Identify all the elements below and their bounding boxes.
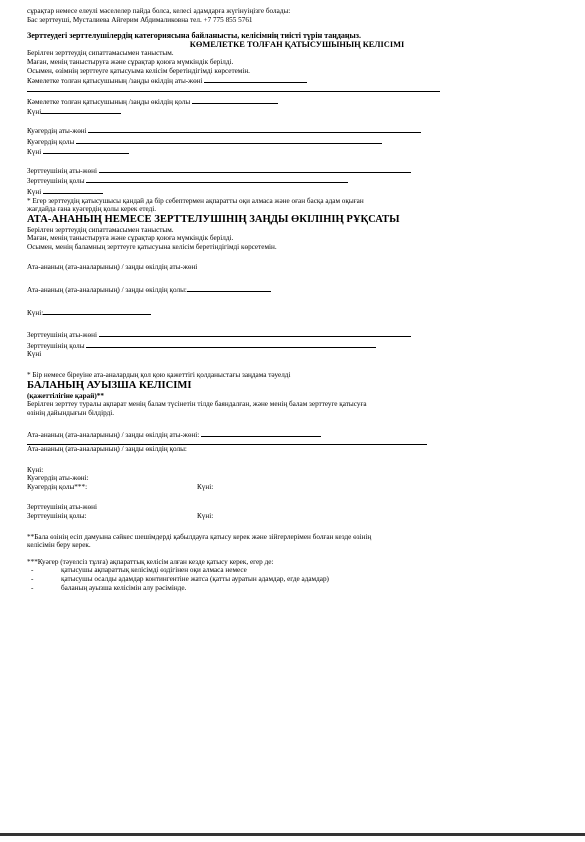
adult-date-field[interactable] <box>41 106 121 114</box>
researcher-name-label: Зерттеушінің аты-жөні <box>27 166 97 175</box>
researcher-sign-field[interactable] <box>86 175 348 183</box>
adult-name-label: Кәмелетке толған қатысушының /заңды өкілдің аты-жөні <box>27 77 203 86</box>
footnote-2-line-1: **Бала өзінің есіп дамуына сәйкес шешімдерді қабылдауға қатысу керек және зійгерлерімен болған кезде өзінің <box>27 532 372 541</box>
witness-note-line-1: * Егер зерттеудің қатысушысы қандай да бір себептермен ақпаратты оқи алмаса және оған басқа адам оқыған <box>27 196 364 205</box>
child-parent-name-label: Ата-ананың (ата-аналарының) / заңды өкілдің аты-жөні: <box>27 431 200 440</box>
child-paragraph-2: өзінің дайындығын білдірді. <box>27 408 115 417</box>
witness-note-line-2: жағдайда ғана куәгердің қолы керек етеді. <box>27 205 157 214</box>
intro-line-1: сұрақтар немесе елеулі мәселелер пайда болса, келесі адамдарға жүгінуіңізге болады: <box>27 7 291 15</box>
researcher-name-field[interactable] <box>99 165 411 173</box>
parent-researcher-sign-field[interactable] <box>86 340 376 348</box>
child-witness-name-label: Куәгердің аты-жөні: <box>27 474 89 483</box>
witness-name-field[interactable] <box>88 125 421 133</box>
parent-date-label: Күні: <box>27 308 44 317</box>
adult-consent-title: КӨМЕЛЕТКЕ ТОЛҒАН ҚАТЫСУШЫНЫҢ КЕЛІСІМІ <box>189 39 405 49</box>
witness-name-label: Куәгердің аты-жөні <box>27 126 87 135</box>
researcher-date-field[interactable] <box>43 186 103 194</box>
witness-sign-label: Куәгердің қолы <box>27 137 75 146</box>
parent-paragraph-1: Берілген зерттеудің сипаттамасымен таныстым. <box>27 225 174 234</box>
consent-form-page <box>27 7 567 592</box>
child-researcher-name-label: Зерттеушінің аты-жөні <box>27 503 97 512</box>
parent-paragraph-3: Осымен, менің баламның зерттеуге қатысуына келісім беретіндігімді көрсетемін. <box>27 242 277 251</box>
adult-sign-field[interactable] <box>192 96 278 104</box>
parent-name-label: Ата-ананың (ата-аналарының) / заңды өкілдің аты-жөні <box>27 263 198 272</box>
footnote-3-item: - қатысушы осалды адамдар контингентіне жатса (қатты ауратын адамдар, егде адамдар) <box>27 575 567 584</box>
adult-paragraph-2: Маған, менің таныстыруға және сұрақтар қоюға мүмкіндік берілді. <box>27 57 234 66</box>
parent-sign-field[interactable] <box>187 284 271 292</box>
child-consent-subtitle: (қажеттілігіне қарай)** <box>27 391 104 400</box>
child-witness-sign-label: Куәгердің қолы***: <box>27 482 88 491</box>
parent-researcher-name-label: Зерттеушінің аты-жөні <box>27 331 97 340</box>
page-bottom-border <box>0 833 585 836</box>
adult-paragraph-3: Осымен, өзімнің зерттеуге қатысуыма келісім беретіндігімді көрсетемін. <box>27 66 250 75</box>
parent-researcher-date-label: Күні <box>27 350 42 359</box>
parent-paragraph-2: Маған, менің таныстыруға және сұрақтар қоюға мүмкіндік берілді. <box>27 234 234 243</box>
adult-date-label: Күні <box>27 108 42 117</box>
child-parent-name-field[interactable] <box>201 429 321 437</box>
child-date-label: Күні: <box>27 465 44 474</box>
adult-paragraph-1: Берілген зерттеудің сипаттамасымен таныстым. <box>27 49 174 58</box>
witness-date-label: Күні <box>27 148 42 157</box>
adult-sign-label: Кәмелетке толған қатысушының /заңды өкілдің қолы <box>27 97 191 106</box>
child-consent-title: БАЛАНЫҢ АУЫЗША КЕЛІСІМІ <box>27 379 192 391</box>
child-paragraph-1: Берілген зерттеу туралы ақпарат менің балам түсінетін тілде баяндалған, және менің балам зерттеуге қатысуға <box>27 400 367 409</box>
child-researcher-date-label: Күні: <box>197 511 214 520</box>
child-researcher-sign-label: Зерттеушінің қолы: <box>27 511 87 520</box>
child-parent-sign-label: Ата-ананың (ата-аналарының) / заңды өкілдің қолы: <box>27 445 187 453</box>
child-witness-date-label: Күні: <box>197 482 214 491</box>
footnote-3-item: - баланың ауызша келісімін алу рәсімінде. <box>27 584 567 593</box>
adult-name-field[interactable] <box>204 75 307 83</box>
footnote-2-line-2: келісімін беру керек. <box>27 541 91 550</box>
parent-date-field[interactable] <box>43 307 151 315</box>
parent-sign-label: Ата-ананың (ата-аналарының) / заңды өкілдің қолы: <box>27 286 187 295</box>
parent-researcher-name-field[interactable] <box>99 329 411 337</box>
intro-line-2: Бас зерттеуші, Мусталиева Айгерим Абдималиковна тел. +7 775 855 5761 <box>27 15 253 24</box>
parent-consent-title: АТА-АНАНЫҢ НЕМЕСЕ ЗЕРТТЕЛУШІНІҢ ЗАҢДЫ ӨКІЛІНІҢ РҰҚСАТЫ <box>27 213 400 225</box>
researcher-sign-label: Зерттеушінің қолы <box>27 177 85 186</box>
parent-researcher-sign-label: Зерттеушінің қолы <box>27 341 85 350</box>
witness-sign-field[interactable] <box>76 136 382 144</box>
footnote-3: ***Куәгер (тәуелсіз тұлға) ақпараттық келісім алған кезде қатысу керек, егер де: <box>27 557 274 566</box>
researcher-date-label: Күні <box>27 187 42 196</box>
footnote-3-item: - қатысушы ақпараттық келісімді өздігінен оқи алмаса немесе <box>27 566 567 575</box>
witness-date-field[interactable] <box>43 146 129 154</box>
category-instruction: Зерттеудегі зерттелушілердің категориясына байланысты, келісімнің тиісті түрін таңдаңыз. <box>27 31 361 41</box>
parent-signature-law-note: * Бір немесе біреуіне ата-аналардың қол қою қажеттігі қолданыстағы заңдама тәуелді <box>27 371 291 380</box>
